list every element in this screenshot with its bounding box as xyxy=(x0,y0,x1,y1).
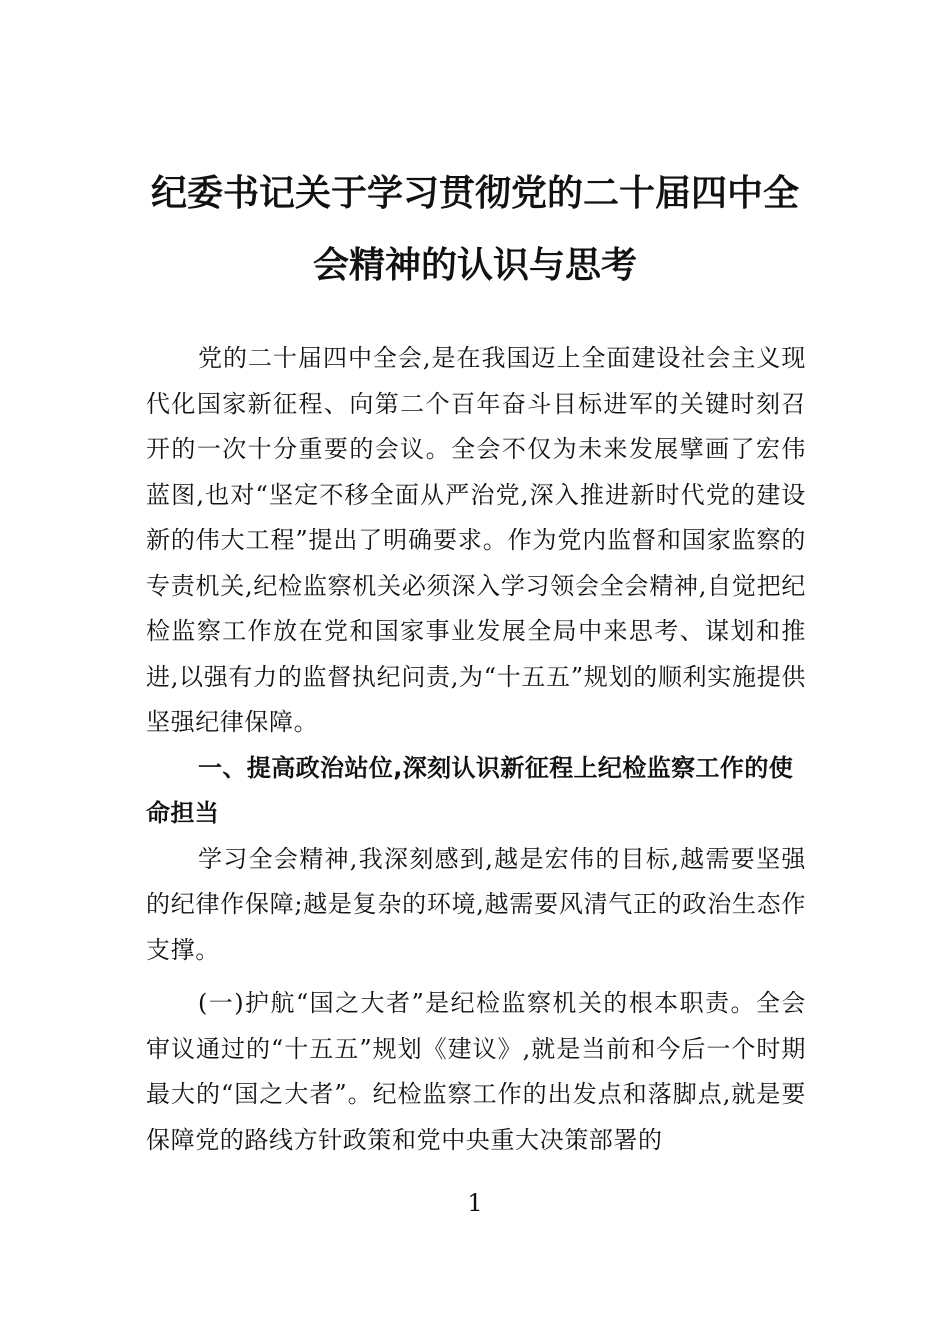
title-line-2: 会精神的认识与思考 xyxy=(312,245,637,286)
intro-paragraph: 党的二十届四中全会,是在我国迈上全面建设社会主义现代化国家新征程、向第二个百年奋斗目标进军的关键时刻召开的一次十分重要的会议。全会不仅为未来发展擘画了宏伟蓝图,也对“坚定不移全面从严治党,深入推进新时代党的建设新的伟大工程”提出了明确要求。作为党内监督和国家监察的专责机关,纪检监察机关必须深入学习领会全会精神,自觉把纪检监察工作放在党和国家事业发展全局中来思考、谋划和推进,以强有力的监督执纪问责,为“十五五”规划的顺利实施提供坚强纪律保障。 xyxy=(146,344,806,736)
section-1-heading: 一、提高政治站位,深刻认识新征程上纪检监察工作的使命担当 xyxy=(146,753,794,827)
document-title xyxy=(140,158,810,302)
document-body xyxy=(146,336,806,1163)
subsection-1-text: 全会审议通过的“十五五”规划《建议》,就是当前和今后一个时期最大的“国之大者”。纪检监察工作的出发点和落脚点,就是要保障党的路线方针政策和党中央重大决策部署的 xyxy=(146,989,806,1154)
section-1-paragraph-1: 学习全会精神,我深刻感到,越是宏伟的目标,越需要坚强的纪律作保障;越是复杂的环境,越需要风清气正的政治生态作支撑。 xyxy=(146,844,806,964)
section-1-subsection-1 xyxy=(146,981,806,1163)
subsection-1-label: (一)护航“国之大者”是纪检监察机关的根本职责。 xyxy=(198,989,756,1017)
title-line-1: 纪委书记关于学习贯彻党的二十届四中全 xyxy=(150,173,799,214)
page-number: 1 xyxy=(467,1189,483,1217)
